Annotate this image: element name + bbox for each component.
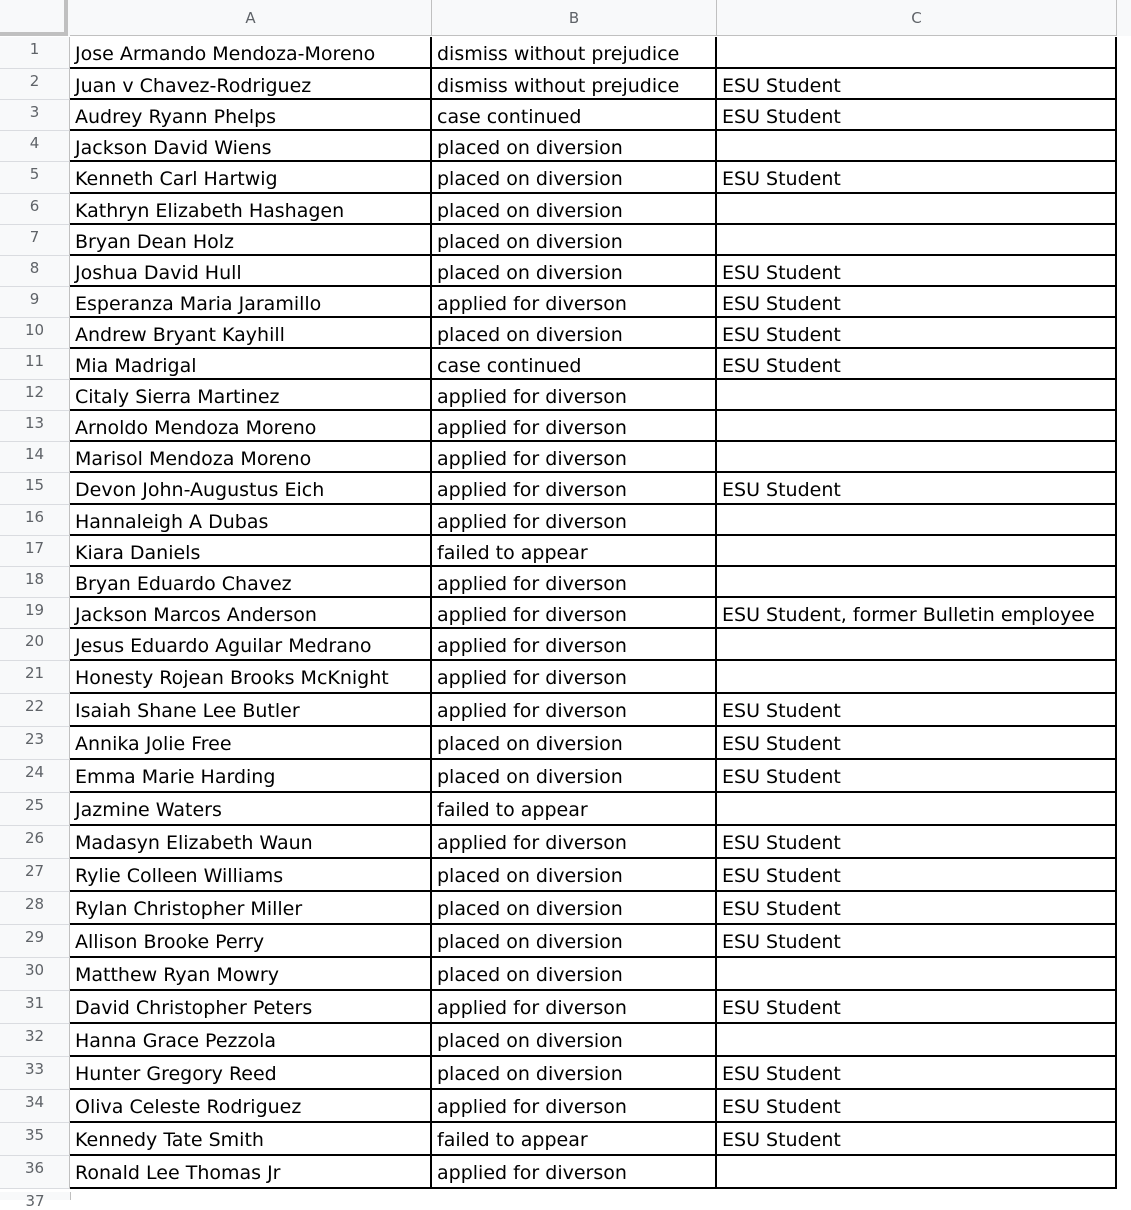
cell-outcome[interactable]: applied for diverson [432, 442, 717, 473]
cell-outcome[interactable]: placed on diversion [432, 958, 717, 991]
table-row [0, 859, 1131, 892]
row-number[interactable]: 12 [0, 380, 70, 411]
cell-name[interactable]: Jesus Eduardo Aguilar Medrano [70, 629, 432, 661]
cell-outcome[interactable]: failed to appear [432, 793, 717, 826]
cell-outcome[interactable]: placed on diversion [432, 1024, 717, 1057]
table-row [0, 287, 1131, 318]
cell-outcome[interactable]: placed on diversion [432, 194, 717, 225]
cell-name[interactable]: Oliva Celeste Rodriguez [70, 1090, 432, 1123]
row-number[interactable]: 35 [0, 1123, 70, 1156]
cell-notes[interactable] [717, 536, 1117, 567]
cell-name[interactable]: Jose Armando Mendoza-Moreno [70, 37, 432, 69]
cell-outcome[interactable]: placed on diversion [432, 892, 717, 925]
row-number[interactable]: 6 [0, 194, 70, 225]
cell-name[interactable]: Matthew Ryan Mowry [70, 958, 432, 991]
cell-notes[interactable] [717, 194, 1117, 225]
cell-name[interactable]: Kennedy Tate Smith [70, 1123, 432, 1156]
row-number[interactable]: 7 [0, 225, 70, 256]
table-row [0, 925, 1131, 958]
table-row [0, 380, 1131, 411]
table-row [0, 1057, 1131, 1090]
row-number[interactable]: 26 [0, 826, 70, 859]
cell-name[interactable]: Joshua David Hull [70, 256, 432, 287]
cell-outcome[interactable]: failed to appear [432, 536, 717, 567]
table-row [0, 256, 1131, 287]
cell-name[interactable]: Audrey Ryann Phelps [70, 100, 432, 131]
table-row [0, 131, 1131, 162]
table-row [0, 760, 1131, 793]
cell-name[interactable]: Arnoldo Mendoza Moreno [70, 411, 432, 442]
row-number[interactable]: 21 [0, 661, 70, 694]
cell-outcome[interactable]: placed on diversion [432, 256, 717, 287]
row-number[interactable]: 17 [0, 536, 70, 567]
cell-notes[interactable] [717, 1156, 1117, 1189]
row-number[interactable]: 18 [0, 567, 70, 598]
cell-notes[interactable] [717, 442, 1117, 473]
cell-notes[interactable] [717, 567, 1117, 598]
table-row [0, 194, 1131, 225]
row-number[interactable]: 23 [0, 727, 70, 760]
table-row [0, 892, 1131, 925]
cell-outcome[interactable]: placed on diversion [432, 225, 717, 256]
cell-outcome[interactable]: placed on diversion [432, 925, 717, 958]
row-number[interactable]: 10 [0, 318, 70, 349]
row-number[interactable]: 32 [0, 1024, 70, 1057]
cell-outcome[interactable]: placed on diversion [432, 859, 717, 892]
cell-notes[interactable] [717, 380, 1117, 411]
cell-outcome[interactable]: placed on diversion [432, 131, 717, 162]
cell-notes[interactable] [717, 1024, 1117, 1057]
cell-notes[interactable] [717, 793, 1117, 826]
cell-name[interactable]: Devon John-Augustus Eich [70, 473, 432, 505]
row-number[interactable]: 9 [0, 287, 70, 318]
cell-notes[interactable]: ESU Student [717, 100, 1117, 131]
row-number[interactable]: 4 [0, 131, 70, 162]
row-number[interactable]: 36 [0, 1156, 70, 1189]
cell-notes[interactable] [717, 131, 1117, 162]
cell-notes[interactable]: ESU Student [717, 349, 1117, 380]
cell-notes[interactable]: ESU Student [717, 727, 1117, 760]
row-number[interactable]: 24 [0, 760, 70, 793]
cell-name[interactable]: Hanna Grace Pezzola [70, 1024, 432, 1057]
table-row [0, 473, 1131, 505]
select-all-corner[interactable] [0, 0, 68, 36]
cell-name[interactable]: Rylan Christopher Miller [70, 892, 432, 925]
cell-notes[interactable]: ESU Student [717, 892, 1117, 925]
cell-name[interactable]: Rylie Colleen Williams [70, 859, 432, 892]
cell-outcome[interactable]: dismiss without prejudice [432, 69, 717, 100]
table-row [0, 225, 1131, 256]
cell-notes[interactable]: ESU Student [717, 1057, 1117, 1090]
cell-name[interactable]: Jackson David Wiens [70, 131, 432, 162]
cell-outcome[interactable]: applied for diverson [432, 505, 717, 536]
cell-notes[interactable]: ESU Student [717, 1123, 1117, 1156]
row-number[interactable]: 34 [0, 1090, 70, 1123]
cell-name[interactable]: Isaiah Shane Lee Butler [70, 694, 432, 727]
cell-outcome[interactable]: case continued [432, 349, 717, 380]
cell-outcome[interactable]: applied for diverson [432, 661, 717, 694]
cell-notes[interactable]: ESU Student [717, 859, 1117, 892]
table-row [0, 958, 1131, 991]
table-row [0, 1024, 1131, 1057]
cell-notes[interactable]: ESU Student [717, 760, 1117, 793]
column-header-b[interactable]: B [432, 0, 717, 36]
cell-outcome[interactable]: applied for diverson [432, 629, 717, 661]
row-number[interactable]: 30 [0, 958, 70, 991]
cell-notes[interactable]: ESU Student [717, 256, 1117, 287]
cell-name[interactable]: Hannaleigh A Dubas [70, 505, 432, 536]
cell-outcome[interactable]: applied for diverson [432, 1156, 717, 1189]
table-row [0, 37, 1131, 69]
table-row [0, 661, 1131, 694]
cell-name[interactable]: Madasyn Elizabeth Waun [70, 826, 432, 859]
cell-outcome[interactable]: placed on diversion [432, 760, 717, 793]
table-row [0, 826, 1131, 859]
cell-outcome[interactable]: dismiss without prejudice [432, 37, 717, 69]
row-number[interactable]: 16 [0, 505, 70, 536]
cell-outcome[interactable]: placed on diversion [432, 727, 717, 760]
row-number[interactable]: 1 [0, 37, 70, 69]
cell-name[interactable]: Emma Marie Harding [70, 760, 432, 793]
cell-name[interactable]: Andrew Bryant Kayhill [70, 318, 432, 349]
cell-name[interactable]: Esperanza Maria Jaramillo [70, 287, 432, 318]
cell-name[interactable]: Allison Brooke Perry [70, 925, 432, 958]
table-row [0, 536, 1131, 567]
table-row [0, 411, 1131, 442]
table-row [0, 991, 1131, 1024]
cell-outcome[interactable]: applied for diverson [432, 411, 717, 442]
row-number[interactable]: 2 [0, 69, 70, 100]
cell-outcome[interactable]: applied for diverson [432, 991, 717, 1024]
cell-outcome[interactable]: applied for diverson [432, 694, 717, 727]
row-number[interactable]: 33 [0, 1057, 70, 1090]
cell-notes[interactable] [717, 37, 1117, 69]
cell-name[interactable]: Bryan Eduardo Chavez [70, 567, 432, 598]
table-row [0, 598, 1131, 629]
row-number[interactable]: 15 [0, 473, 70, 505]
cell-notes[interactable]: ESU Student [717, 694, 1117, 727]
cell-name[interactable]: Kiara Daniels [70, 536, 432, 567]
row-number[interactable]: 28 [0, 892, 70, 925]
cell-notes[interactable]: ESU Student [717, 318, 1117, 349]
table-row [0, 1156, 1131, 1189]
cell-outcome[interactable]: applied for diverson [432, 826, 717, 859]
column-header-a[interactable]: A [70, 0, 432, 36]
row-number[interactable]: 25 [0, 793, 70, 826]
table-row [0, 793, 1131, 826]
row-number[interactable]: 13 [0, 411, 70, 442]
cell-outcome[interactable]: applied for diverson [432, 287, 717, 318]
cell-notes[interactable]: ESU Student [717, 162, 1117, 194]
cell-name[interactable]: Jackson Marcos Anderson [70, 598, 432, 629]
cell-name[interactable]: Citaly Sierra Martinez [70, 380, 432, 411]
table-row [0, 629, 1131, 661]
table-row [0, 1123, 1131, 1156]
table-row [0, 69, 1131, 100]
table-row [0, 162, 1131, 194]
cell-notes[interactable] [717, 505, 1117, 536]
cell-outcome[interactable]: applied for diverson [432, 567, 717, 598]
table-row [0, 100, 1131, 131]
cell-outcome[interactable]: failed to appear [432, 1123, 717, 1156]
cell-notes[interactable]: ESU Student [717, 69, 1117, 100]
row-number[interactable]: 5 [0, 162, 70, 194]
cell-notes[interactable]: ESU Student [717, 287, 1117, 318]
cell-notes[interactable]: ESU Student [717, 1090, 1117, 1123]
cell-notes[interactable]: ESU Student [717, 473, 1117, 505]
cell-notes[interactable] [717, 225, 1117, 256]
cell-name[interactable]: Annika Jolie Free [70, 727, 432, 760]
cell-name[interactable]: Bryan Dean Holz [70, 225, 432, 256]
cell-outcome[interactable]: applied for diverson [432, 598, 717, 629]
cell-outcome[interactable]: placed on diversion [432, 162, 717, 194]
cell-outcome[interactable]: placed on diversion [432, 318, 717, 349]
cell-name[interactable]: Kenneth Carl Hartwig [70, 162, 432, 194]
table-row [0, 349, 1131, 380]
cell-name[interactable]: Ronald Lee Thomas Jr [70, 1156, 432, 1189]
cell-notes[interactable] [717, 958, 1117, 991]
row-number[interactable]: 22 [0, 694, 70, 727]
table-row [0, 727, 1131, 760]
row-number[interactable]: 11 [0, 349, 70, 380]
cell-name[interactable]: Juan v Chavez-Rodriguez [70, 69, 432, 100]
cell-notes[interactable]: ESU Student, former Bulletin employee [717, 598, 1117, 629]
table-row [0, 318, 1131, 349]
table-row [0, 567, 1131, 598]
cell-outcome[interactable]: applied for diverson [432, 380, 717, 411]
cell-notes[interactable] [717, 661, 1117, 694]
cell-notes[interactable]: ESU Student [717, 991, 1117, 1024]
cell-notes[interactable] [717, 411, 1117, 442]
row-number[interactable]: 14 [0, 442, 70, 473]
row-number-partial[interactable]: 37 [0, 1192, 71, 1200]
cell-outcome[interactable]: placed on diversion [432, 1057, 717, 1090]
row-number[interactable]: 31 [0, 991, 70, 1024]
cell-outcome[interactable]: applied for diverson [432, 473, 717, 505]
cell-name[interactable]: Marisol Mendoza Moreno [70, 442, 432, 473]
cell-outcome[interactable]: case continued [432, 100, 717, 131]
row-number[interactable]: 27 [0, 859, 70, 892]
column-header-bar [0, 0, 1131, 36]
cell-name[interactable]: Mia Madrigal [70, 349, 432, 380]
cell-notes[interactable]: ESU Student [717, 925, 1117, 958]
table-row [0, 505, 1131, 536]
cell-notes[interactable] [717, 629, 1117, 661]
cell-name[interactable]: Hunter Gregory Reed [70, 1057, 432, 1090]
cell-notes[interactable]: ESU Student [717, 826, 1117, 859]
row-number[interactable]: 3 [0, 100, 70, 131]
table-row [0, 442, 1131, 473]
cell-name[interactable]: Honesty Rojean Brooks McKnight [70, 661, 432, 694]
cell-outcome[interactable]: applied for diverson [432, 1090, 717, 1123]
row-number[interactable]: 8 [0, 256, 70, 287]
table-row [0, 1090, 1131, 1123]
cell-name[interactable]: Kathryn Elizabeth Hashagen [70, 194, 432, 225]
column-header-c[interactable]: C [717, 0, 1117, 36]
cell-name[interactable]: David Christopher Peters [70, 991, 432, 1024]
table-row [0, 694, 1131, 727]
row-number[interactable]: 20 [0, 629, 70, 661]
row-number[interactable]: 29 [0, 925, 70, 958]
row-number[interactable]: 19 [0, 598, 70, 629]
cell-name[interactable]: Jazmine Waters [70, 793, 432, 826]
